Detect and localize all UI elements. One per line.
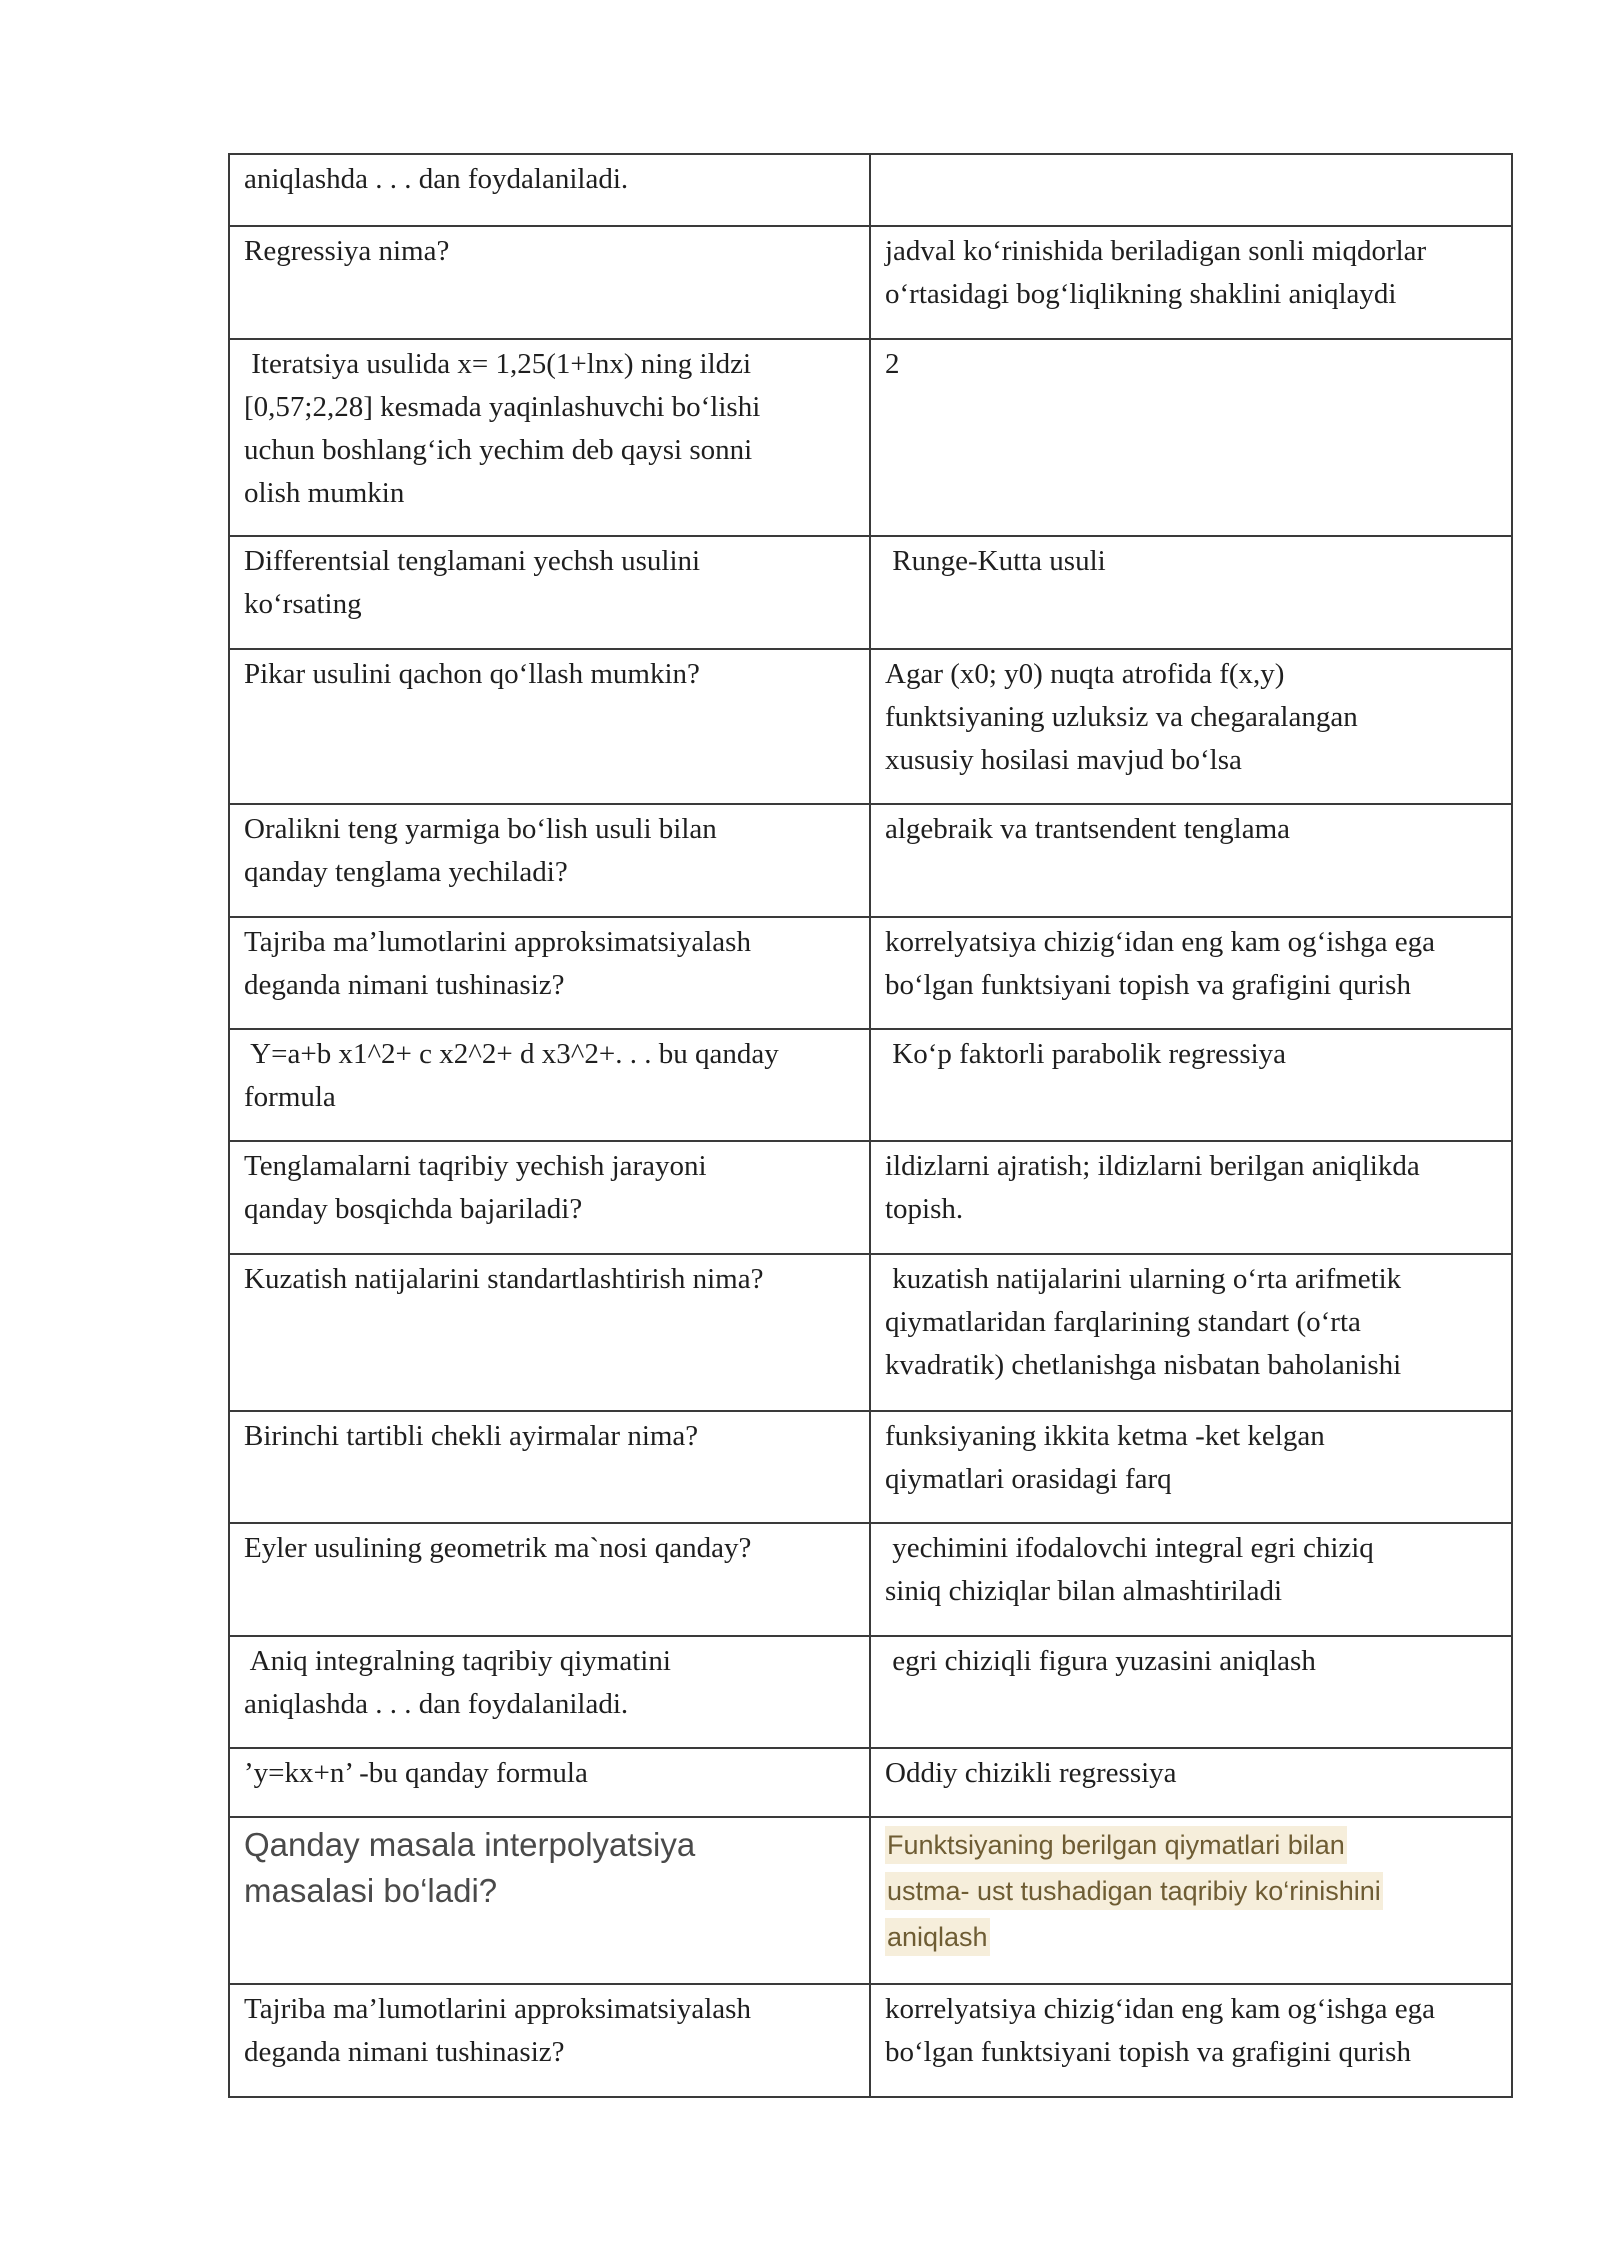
cell-text-line: Eyler usulining geometrik ma`nosi qanday? — [244, 1532, 752, 1564]
table-row — [230, 1410, 1511, 1522]
cell-text-line: o‘rtasidagi bog‘liqlikning shaklini aniqlaydi — [885, 278, 1397, 310]
cell-text-line: Y=a+b x1^2+ c x2^2+ d x3^2+. . . bu qanday — [244, 1038, 779, 1070]
question-cell — [230, 155, 871, 225]
highlighted-text: aniqlash — [885, 1918, 990, 1956]
table-row — [230, 155, 1511, 225]
table-row — [230, 1253, 1511, 1410]
cell-text-line: qiymatlaridan farqlarining standart (o‘rta — [885, 1306, 1361, 1338]
cell-text-line: ’y=kx+n’ -bu qanday formula — [244, 1757, 588, 1789]
question-cell — [230, 1142, 871, 1253]
cell-text-line: Birinchi tartibli chekli ayirmalar nima? — [244, 1420, 699, 1452]
question-cell — [230, 1818, 871, 1983]
answer-cell — [871, 1412, 1511, 1522]
answer-cell — [871, 1524, 1511, 1635]
cell-text-line: Pikar usulini qachon qo‘llash mumkin? — [244, 658, 700, 690]
question-cell — [230, 805, 871, 916]
table-row — [230, 338, 1511, 535]
table-row — [230, 1028, 1511, 1140]
cell-text-line: Ko‘p faktorli parabolik regressiya — [885, 1038, 1287, 1070]
answer-cell — [871, 227, 1511, 338]
cell-text-line: [0,57;2,28] kesmada yaqinlashuvchi bo‘lishi — [244, 391, 761, 423]
question-cell — [230, 227, 871, 338]
cell-text-line: qanday tenglama yechiladi? — [244, 856, 568, 888]
table-row — [230, 1522, 1511, 1635]
answer-cell — [871, 1637, 1511, 1747]
answer-cell — [871, 1749, 1511, 1816]
cell-text-line: Kuzatish natijalarini standartlashtirish nima? — [244, 1263, 764, 1295]
cell-text-line: Runge-Kutta usuli — [885, 545, 1106, 577]
cell-text-line: bo‘lgan funktsiyani topish va grafigini qurish — [885, 2036, 1411, 2068]
question-cell — [230, 340, 871, 535]
question-cell — [230, 918, 871, 1028]
cell-text-line: Oddiy chizikli regressiya — [885, 1757, 1177, 1789]
table-row — [230, 225, 1511, 338]
highlighted-line — [885, 1914, 1501, 1960]
cell-text-line: Iteratsiya usulida x= 1,25(1+lnx) ning ildzi — [244, 348, 752, 380]
question-cell — [230, 1030, 871, 1140]
highlighted-line — [885, 1822, 1501, 1868]
cell-text-line: aniqlashda . . . dan foydalaniladi. — [244, 163, 629, 195]
answer-cell — [871, 805, 1511, 916]
question-cell — [230, 650, 871, 803]
cell-text-line: Oralikni teng yarmiga bo‘lish usuli bilan — [244, 813, 717, 845]
cell-text-line: yechimini ifodalovchi integral egri chiziq — [885, 1532, 1374, 1564]
answer-cell — [871, 1255, 1511, 1410]
answer-cell — [871, 155, 1511, 225]
cell-text-line: formula — [244, 1081, 336, 1113]
question-cell — [230, 1637, 871, 1747]
answer-cell — [871, 918, 1511, 1028]
cell-text-line: Aniq integralning taqribiy qiymatini — [244, 1645, 671, 1677]
cell-text-line: deganda nimani tushinasiz? — [244, 969, 565, 1001]
table-row — [230, 916, 1511, 1028]
question-cell — [230, 537, 871, 648]
cell-text-line: jadval ko‘rinishida beriladigan sonli miqdorlar — [885, 235, 1427, 267]
table-row — [230, 535, 1511, 648]
cell-text-line: qanday bosqichda bajariladi? — [244, 1193, 583, 1225]
cell-text-line: funksiyaning ikkita ketma -ket kelgan — [885, 1420, 1325, 1452]
question-cell — [230, 1749, 871, 1816]
answer-cell — [871, 1985, 1511, 2096]
question-cell — [230, 1255, 871, 1410]
cell-text-line: egri chiziqli figura yuzasini aniqlash — [885, 1645, 1316, 1677]
answer-cell — [871, 340, 1511, 535]
cell-text-line: ko‘rsating — [244, 588, 362, 620]
answer-cell — [871, 537, 1511, 648]
question-cell — [230, 1985, 871, 2096]
question-cell — [230, 1412, 871, 1522]
cell-text-line: deganda nimani tushinasiz? — [244, 2036, 565, 2068]
cell-text-line: Qanday masala interpolyatsiya — [244, 1826, 696, 1863]
cell-text-line: bo‘lgan funktsiyani topish va grafigini qurish — [885, 969, 1411, 1001]
qa-table — [228, 153, 1513, 2098]
cell-text-line: Tajriba ma’lumotlarini approksimatsiyalash — [244, 926, 751, 958]
highlighted-text: Funktsiyaning berilgan qiymatlari bilan — [885, 1826, 1347, 1864]
table-row — [230, 1983, 1511, 2096]
cell-text-line: algebraik va trantsendent tenglama — [885, 813, 1291, 845]
cell-text-line: 2 — [885, 348, 900, 380]
table-row — [230, 1816, 1511, 1983]
cell-text-line: Agar (x0; y0) nuqta atrofida f(x,y) — [885, 658, 1285, 690]
cell-text-line: kvadratik) chetlanishga nisbatan baholanishi — [885, 1349, 1402, 1381]
highlighted-text: ustma- ust tushadigan taqribiy ko‘rinishini — [885, 1872, 1383, 1910]
cell-text-line: uchun boshlang‘ich yechim deb qaysi sonni — [244, 434, 753, 466]
cell-text-line: funktsiyaning uzluksiz va chegaralangan — [885, 701, 1358, 733]
cell-text-line: olish mumkin — [244, 477, 405, 509]
cell-text-line: masalasi bo‘ladi? — [244, 1872, 498, 1909]
cell-text-line: Differentsial tenglamani yechsh usulini — [244, 545, 701, 577]
question-cell — [230, 1524, 871, 1635]
cell-text-line: kuzatish natijalarini ularning o‘rta arifmetik — [885, 1263, 1402, 1295]
cell-text-line: ildizlarni ajratish; ildizlarni berilgan aniqlikda — [885, 1150, 1420, 1182]
table-row — [230, 803, 1511, 916]
cell-text-line: Tenglamalarni taqribiy yechish jarayoni — [244, 1150, 707, 1182]
cell-text-line: aniqlashda . . . dan foydalaniladi. — [244, 1688, 629, 1720]
table-row — [230, 1747, 1511, 1816]
table-row — [230, 648, 1511, 803]
answer-cell — [871, 650, 1511, 803]
cell-text-line: topish. — [885, 1193, 964, 1225]
table-row — [230, 1140, 1511, 1253]
cell-text-line: Tajriba ma’lumotlarini approksimatsiyalash — [244, 1993, 751, 2025]
cell-text-line: xususiy hosilasi mavjud bo‘lsa — [885, 744, 1242, 776]
answer-cell — [871, 1142, 1511, 1253]
table-row — [230, 1635, 1511, 1747]
cell-text-line: korrelyatsiya chizig‘idan eng kam og‘ishga ega — [885, 926, 1435, 958]
cell-text-line: qiymatlari orasidagi farq — [885, 1463, 1172, 1495]
answer-cell — [871, 1818, 1511, 1983]
highlighted-line — [885, 1868, 1501, 1914]
cell-text-line: korrelyatsiya chizig‘idan eng kam og‘ishga ega — [885, 1993, 1435, 2025]
answer-cell — [871, 1030, 1511, 1140]
cell-text-line: siniq chiziqlar bilan almashtiriladi — [885, 1575, 1283, 1607]
cell-text-line: Regressiya nima? — [244, 235, 450, 267]
